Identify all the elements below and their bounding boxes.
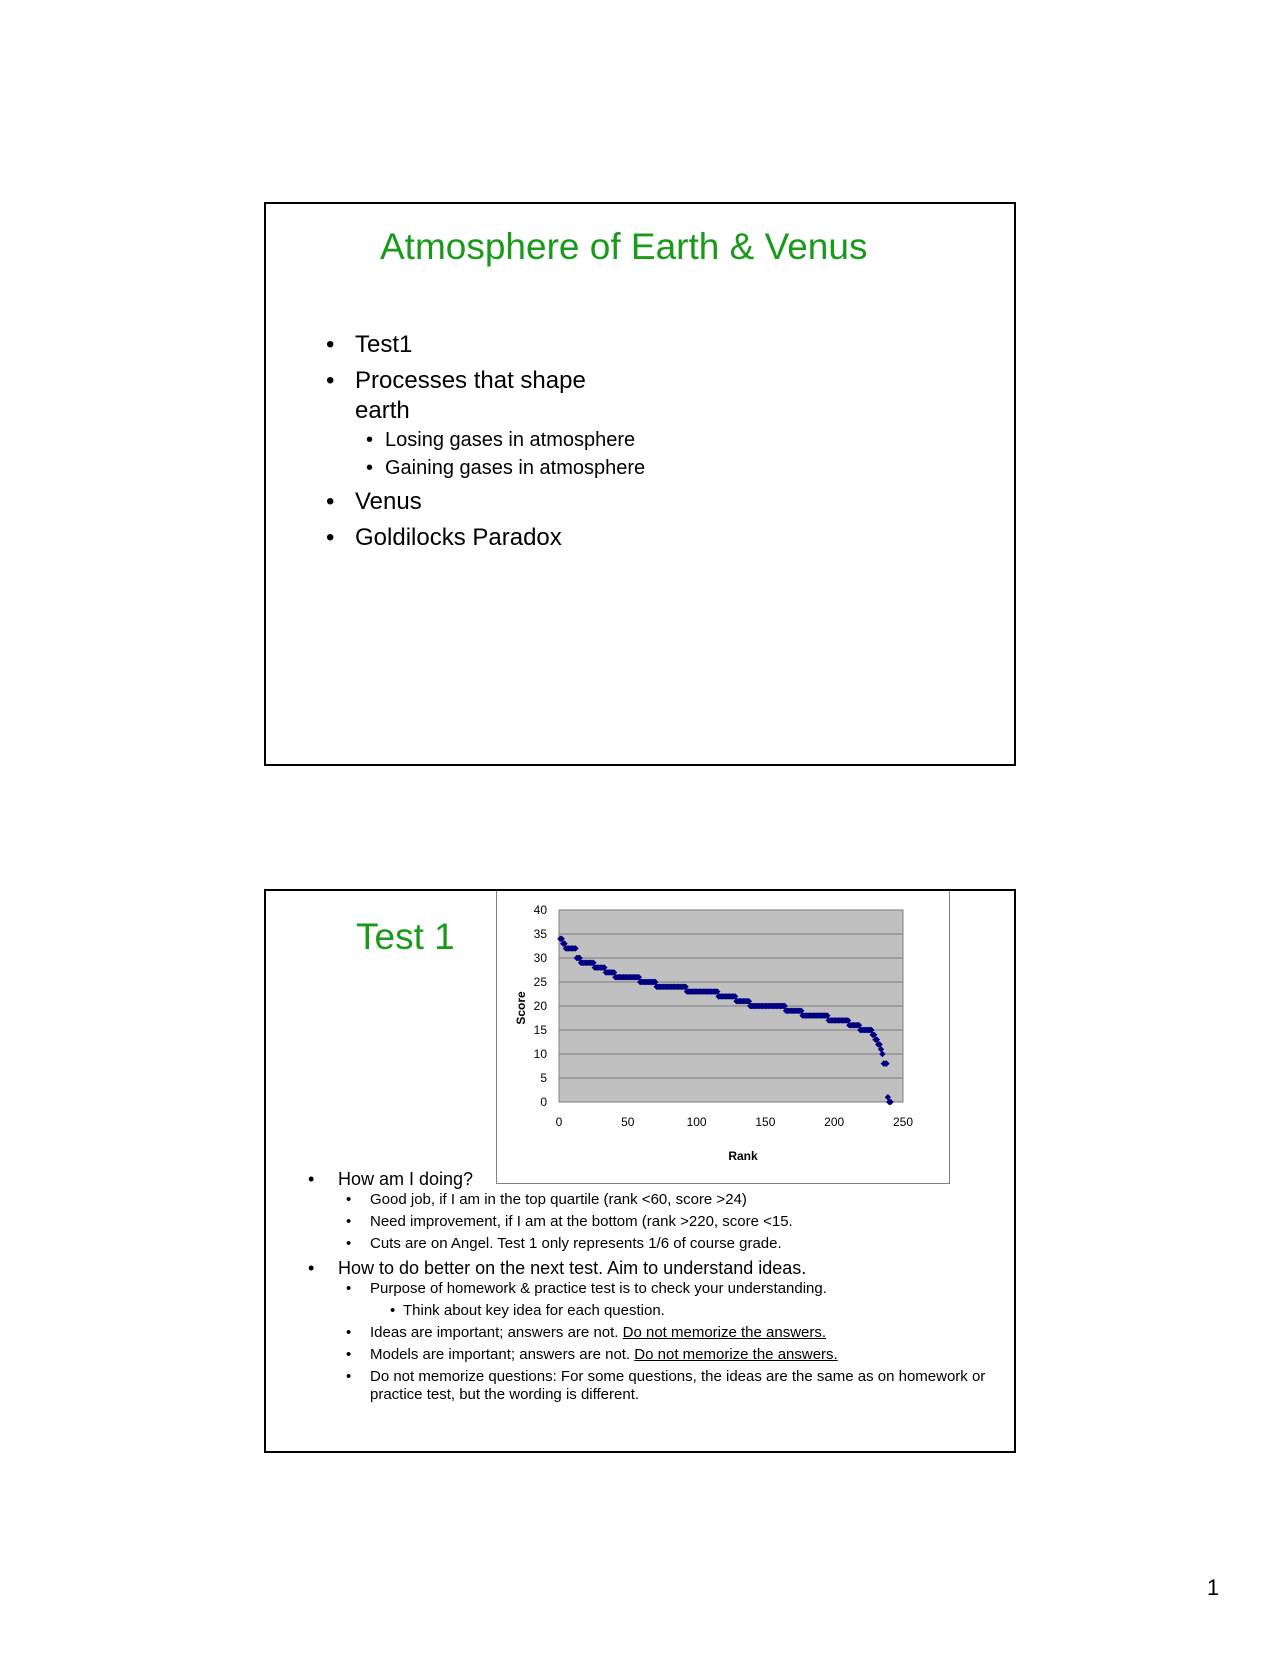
- chart-y-tick-label: 35: [533, 927, 547, 941]
- slide-2-bullet-list: [306, 1168, 986, 1408]
- chart-grid: [559, 910, 903, 1102]
- chart-x-tick-label: 0: [555, 1115, 563, 1129]
- ideas-important-text: Ideas are important; answers are not.: [370, 1324, 623, 1341]
- slide-2: [264, 889, 1016, 1453]
- sub-bullet-good-job: • Good job, if I am in the top quartile (rank <60, score >24): [306, 1191, 986, 1209]
- models-important-underlined: Do not memorize the answers.: [634, 1346, 838, 1363]
- sub-bullet-models-important: [306, 1346, 986, 1364]
- chart-y-tick-label: 20: [533, 999, 547, 1013]
- page-number: 1: [1207, 1575, 1220, 1600]
- score-rank-chart: [496, 891, 950, 1184]
- chart-x-axis-label: Rank: [728, 1149, 758, 1163]
- chart-x-tick-label: 100: [686, 1115, 707, 1129]
- chart-x-tick-label: 200: [824, 1115, 845, 1129]
- sub-bullet-cuts: • Cuts are on Angel. Test 1 only represents 1/6 of course grade.: [306, 1235, 986, 1253]
- bullet-processes-label: Processes that shape earth: [355, 367, 586, 424]
- chart-svg: [497, 891, 949, 1183]
- bullet-venus: • Venus: [326, 487, 646, 517]
- slide-2-title: Test 1: [356, 916, 455, 957]
- chart-y-tick-label: 40: [533, 903, 547, 917]
- chart-y-tick-label: 25: [533, 975, 547, 989]
- sub-bullet-ideas-important: [306, 1324, 986, 1342]
- chart-x-tick-label: 250: [892, 1115, 914, 1129]
- sub-bullet-losing-gases: • Losing gases in atmosphere: [359, 428, 646, 453]
- ideas-important-underlined: Do not memorize the answers.: [622, 1324, 827, 1341]
- chart-y-tick-label: 0: [540, 1095, 547, 1109]
- bullet-processes: [326, 366, 646, 481]
- models-important-text: Models are important; answers are not.: [370, 1346, 635, 1363]
- chart-y-tick-label: 15: [533, 1023, 547, 1037]
- bullet-how-to-do-better: • How to do better on the next test. Aim to understand ideas.: [306, 1257, 986, 1279]
- slide-1-bullet-list: [326, 330, 646, 559]
- slide-1-title: Atmosphere of Earth & Venus: [380, 226, 868, 267]
- sub-bullet-need-improvement: • Need improvement, if I am at the bottom (rank >220, score <15.: [306, 1213, 986, 1231]
- bullet-goldilocks: • Goldilocks Paradox: [326, 523, 646, 553]
- slide-1: [264, 202, 1016, 766]
- chart-y-tick-label: 30: [533, 951, 547, 965]
- sub-bullet-gaining-gases: • Gaining gases in atmosphere: [359, 456, 646, 481]
- chart-y-tick-label: 10: [533, 1047, 547, 1061]
- chart-y-tick-label: 5: [540, 1071, 547, 1085]
- sub-bullet-list: [359, 428, 646, 481]
- bullet-test1: • Test1: [326, 330, 646, 360]
- chart-y-axis-label: Score: [514, 991, 528, 1025]
- bullet-how-am-i-doing: • How am I doing?: [306, 1168, 986, 1190]
- sub-sub-bullet-key-idea: • Think about key idea for each question.: [306, 1302, 986, 1320]
- sub-bullet-do-not-memorize: • Do not memorize questions: For some questions, the ideas are the same as on homework or practice test, but the wording is different.: [306, 1368, 986, 1404]
- chart-x-tick-label: 50: [621, 1115, 635, 1129]
- sub-bullet-purpose: • Purpose of homework & practice test is to check your understanding.: [306, 1280, 986, 1298]
- chart-x-tick-label: 150: [755, 1115, 776, 1129]
